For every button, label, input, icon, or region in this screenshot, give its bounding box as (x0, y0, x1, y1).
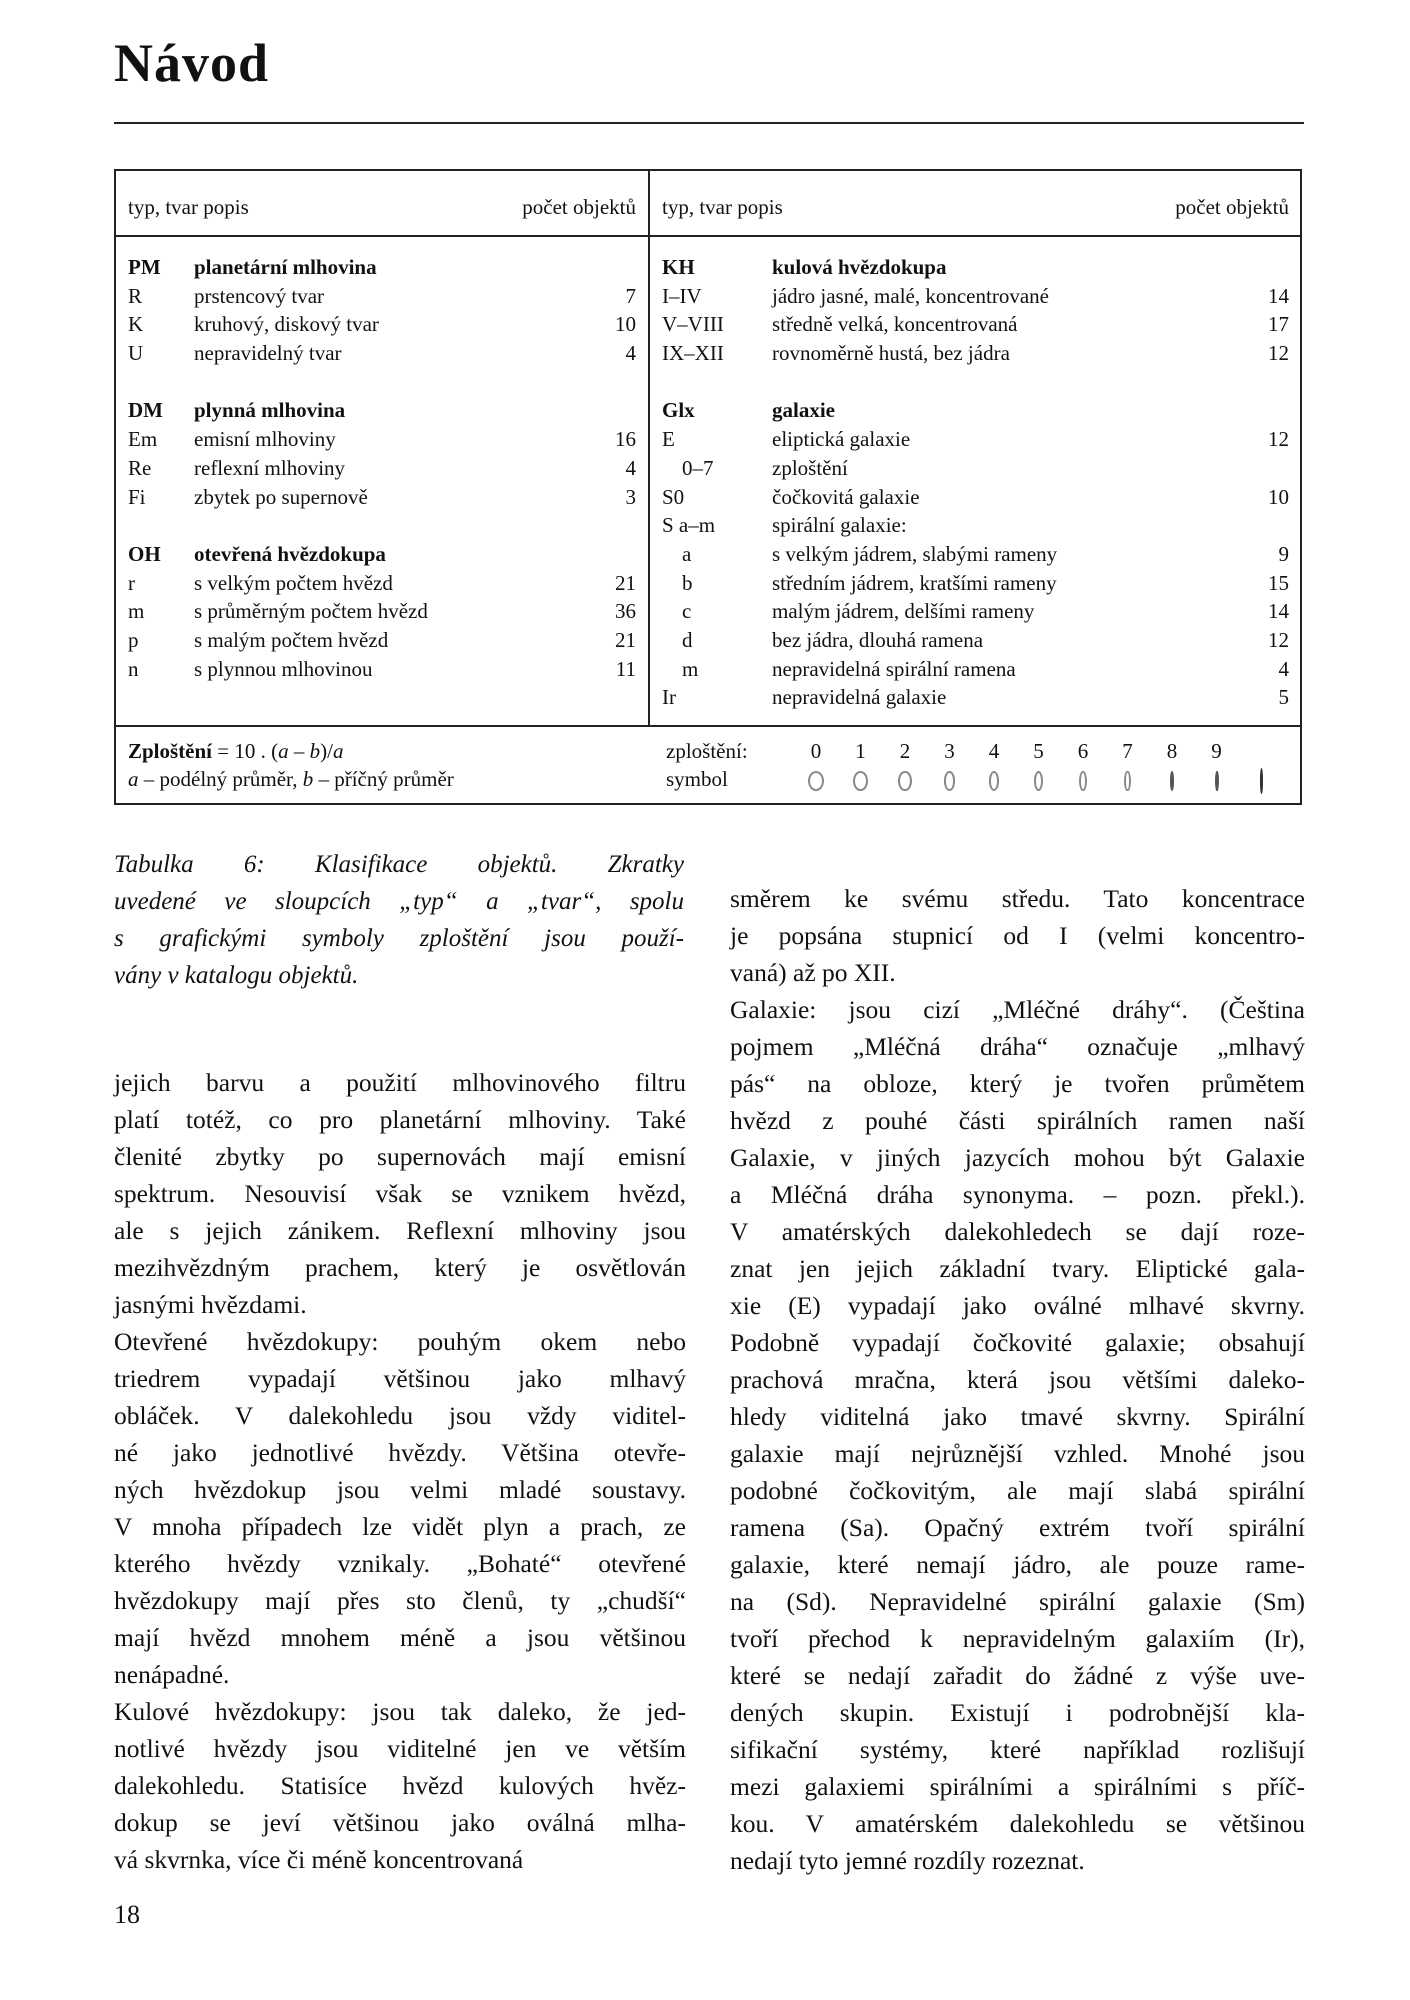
type-description: plynná mlhovina (194, 398, 346, 423)
type-code: E (662, 427, 675, 452)
text-line: nenápadné. (114, 1660, 230, 1689)
object-count: 11 (615, 656, 636, 681)
text-line: kou. V amatérském dalekohledu se většinou (730, 1809, 1305, 1838)
text-line: mezihvězdným prachem, který je osvětlován (114, 1253, 686, 1282)
flattening-value: 8 (1166, 739, 1178, 763)
table-row (662, 339, 1289, 368)
table-row (662, 483, 1289, 512)
flattening-label: zploštění: (666, 739, 748, 763)
ellipse-symbol-icon (1170, 771, 1175, 791)
object-count: 7 (625, 283, 636, 308)
type-description: planetární mlhovina (194, 255, 377, 279)
type-code: OH (128, 541, 161, 566)
type-code: Em (128, 427, 158, 452)
text-line: galaxie, které nemají jádro, ale pouze rame- (730, 1550, 1305, 1579)
type-code: S0 (662, 484, 685, 509)
table-row (128, 454, 636, 483)
object-count: 21 (615, 627, 636, 652)
object-count: 10 (615, 312, 636, 337)
type-code: a (682, 541, 692, 566)
ellipse-symbol-icon (1034, 771, 1043, 791)
object-count: 14 (1268, 599, 1289, 624)
type-description: nepravidelná galaxie (772, 685, 947, 710)
flattening-value: 7 (1122, 739, 1133, 763)
table-row (662, 626, 1289, 655)
ellipse-symbol-icon (944, 771, 956, 791)
object-count: 3 (625, 484, 636, 509)
type-code: KH (662, 255, 695, 279)
table-row (128, 626, 636, 655)
text-line: směrem ke svému středu. Tato koncentrace (730, 884, 1305, 913)
ellipse-symbol-icon (1260, 768, 1263, 794)
type-code: DM (128, 398, 163, 423)
body-column-right (730, 880, 1305, 1879)
type-description: reflexní mlhoviny (194, 455, 346, 480)
text-line: ale s jejich zánikem. Reflexní mlhoviny jsou (114, 1216, 686, 1245)
type-description: nepravidelná spirální ramena (772, 656, 1016, 681)
title-rule (114, 122, 1304, 124)
category-row (128, 253, 636, 282)
type-description: malým jádrem, delšími rameny (772, 599, 1035, 624)
text-line: nedají tyto jemné rozdíly rozeznat. (730, 1846, 1085, 1875)
text-line: podobné čočkovitým, ale mají slabá spirální (730, 1476, 1305, 1505)
table-row (662, 540, 1289, 569)
table-row (128, 425, 636, 454)
type-code: m (128, 599, 145, 624)
flattening-formula (128, 737, 454, 793)
type-code: U (128, 341, 144, 366)
text-line: mezi galaxiemi spirálními a spirálními s příč- (730, 1772, 1305, 1801)
type-description: zploštění (772, 455, 848, 480)
table-row (662, 569, 1289, 598)
type-code: Glx (662, 398, 695, 423)
type-description: galaxie (772, 398, 835, 423)
table-row (128, 597, 636, 626)
table-row (662, 597, 1289, 626)
flattening-value: 1 (855, 739, 866, 763)
object-count: 4 (1278, 656, 1289, 681)
flattening-symbols (806, 765, 1286, 797)
type-description: s plynnou mlhovinou (194, 656, 373, 681)
text-line: jejich barvu a použití mlhovinového filtru (114, 1068, 686, 1097)
text-line: vaná) až po XII. (730, 958, 896, 987)
text-line: notlivé hvězdy jsou viditelné jen ve větším (114, 1734, 686, 1763)
object-count: 4 (625, 455, 636, 480)
type-code: IX–XII (662, 341, 724, 366)
text-line: obláček. V dalekohledu jsou vždy viditel- (114, 1401, 686, 1430)
flattening-value: 5 (1033, 739, 1044, 763)
ellipse-symbol-icon (1124, 771, 1130, 791)
type-code: Re (128, 455, 152, 480)
type-code: Ir (662, 685, 676, 710)
category-row (662, 253, 1289, 282)
table-row (662, 655, 1289, 684)
ellipse-symbol-icon (1215, 771, 1219, 791)
table-row (128, 339, 636, 368)
symbol-label: symbol (666, 767, 728, 791)
category-row (128, 396, 636, 425)
table-row (662, 282, 1289, 311)
type-code: n (128, 656, 139, 681)
text-line: hledy viditelná jako tmavé skvrny. Spirální (730, 1402, 1305, 1431)
text-line: triedrem vypadají většinou jako mlhavý (114, 1364, 686, 1393)
left-header-type: typ, tvar popis (128, 195, 249, 219)
text-line: xie (E) vypadají jako oválné mlhavé skvrny. (730, 1291, 1305, 1320)
type-description: rovnoměrně hustá, bez jádra (772, 341, 1010, 366)
flattening-value: 2 (899, 739, 911, 763)
table-row (128, 483, 636, 512)
type-code: r (128, 570, 135, 595)
type-description: středně velká, koncentrovaná (772, 312, 1018, 337)
type-description: spirální galaxie: (772, 513, 907, 538)
type-code: K (128, 312, 144, 337)
flattening-values (806, 737, 1246, 765)
type-description: s velkým počtem hvězd (194, 570, 393, 595)
page-number: 18 (114, 1900, 140, 1929)
table-row (662, 683, 1289, 712)
table-row (128, 282, 636, 311)
type-description: s velkým jádrem, slabými rameny (772, 541, 1058, 566)
type-code: S a–m (662, 513, 716, 538)
type-code: b (682, 570, 693, 595)
object-count: 17 (1268, 312, 1289, 337)
table-caption (114, 846, 684, 994)
type-description: středním jádrem, kratšími rameny (772, 570, 1057, 595)
right-table-rows (662, 253, 1289, 712)
text-line: na (Sd). Nepravidelné spirální galaxie (Sm) (730, 1587, 1305, 1616)
text-line: které se nedají zařadit do žádné z výše uve- (730, 1661, 1305, 1690)
table-row (128, 655, 636, 684)
type-description: čočkovitá galaxie (772, 484, 920, 509)
table-row (662, 511, 1289, 540)
text-line: dokup se jeví většinou jako oválná mlha- (114, 1808, 686, 1837)
object-count: 15 (1268, 570, 1289, 595)
text-line: jasnými hvězdami. (114, 1290, 307, 1319)
flattening-value: 9 (1211, 739, 1222, 763)
object-count: 10 (1268, 484, 1289, 509)
column-divider (648, 171, 650, 725)
ellipse-symbol-icon (853, 771, 868, 791)
ellipse-symbol-icon (898, 771, 911, 791)
type-code: m (682, 656, 699, 681)
formula-line: Zploštění = 10 . (a – b)/a (128, 739, 344, 763)
object-count: 21 (615, 570, 636, 595)
object-count: 16 (615, 427, 636, 452)
type-description: s průměrným počtem hvězd (194, 599, 428, 624)
type-description: kulová hvězdokupa (772, 255, 947, 279)
text-line: dených skupin. Existují i podrobnější kla- (730, 1698, 1305, 1727)
text-line: hvězd z pouhé části spirálních ramen naší (730, 1106, 1305, 1135)
table-row (662, 425, 1289, 454)
type-description: eliptická galaxie (772, 427, 911, 452)
type-code: c (682, 599, 692, 624)
text-line: kterého hvězdy vznikaly. „Bohaté“ otevřené (114, 1549, 686, 1578)
ellipse-symbol-icon (1079, 771, 1087, 791)
object-count: 36 (615, 599, 636, 624)
text-line: hvězdokupy mají přes sto členů, ty „chudší“ (114, 1586, 686, 1615)
text-line: pojmem „Mléčná dráha“ označuje „mlhavý (730, 1032, 1305, 1061)
text-line: galaxie mají nejrůznější vzhled. Mnohé jsou (730, 1439, 1305, 1468)
object-count: 12 (1268, 627, 1289, 652)
text-line: tvoří přechod k nepravidelným galaxiím (Ir), (730, 1624, 1305, 1653)
ellipse-symbol-icon (989, 771, 999, 791)
type-code: d (682, 627, 693, 652)
body-column-left (114, 1064, 686, 1878)
text-line: ných hvězdokup jsou velmi mladé soustavy. (114, 1475, 686, 1504)
category-row (662, 396, 1289, 425)
flattening-value: 0 (810, 739, 822, 763)
type-code: Fi (128, 484, 146, 509)
text-line: Podobně vypadají čočkovité galaxie; obsahují (730, 1328, 1305, 1357)
text-line: Tabulka 6: Klasifikace objektů. Zkratky (114, 851, 684, 878)
flattening-value: 6 (1077, 739, 1089, 763)
text-line: Kulové hvězdokupy: jsou tak daleko, že jed- (114, 1697, 686, 1726)
classification-table (114, 169, 1302, 805)
category-row (128, 540, 636, 569)
text-line: prachová mračna, která jsou většími daleko- (730, 1365, 1305, 1394)
text-line: Galaxie: jsou cizí „Mléčné dráhy“. (Čeština (730, 995, 1305, 1024)
object-count: 4 (625, 341, 636, 366)
text-line: V amatérských dalekohledech se dají roze- (730, 1217, 1305, 1246)
row-spacer (128, 368, 636, 397)
text-line: vá skvrnka, více či méně koncentrovaná (114, 1845, 524, 1874)
object-count: 12 (1268, 427, 1289, 452)
text-line: platí totéž, co pro planetární mlhoviny. Také (114, 1105, 686, 1134)
type-description: otevřená hvězdokupa (194, 541, 386, 566)
table-row (128, 569, 636, 598)
page-title: Návod (114, 33, 270, 93)
flattening-value: 4 (988, 739, 1000, 763)
type-code: V–VIII (662, 312, 724, 337)
type-description: jádro jasné, malé, koncentrované (772, 283, 1049, 308)
text-line: ramena (Sa). Opačný extrém tvoří spirální (730, 1513, 1305, 1542)
object-count: 5 (1278, 685, 1289, 710)
row-spacer (128, 511, 636, 540)
type-description: kruhový, diskový tvar (194, 312, 379, 337)
object-count: 12 (1268, 341, 1289, 366)
text-line: pás“ na obloze, který je tvořen průmětem (730, 1069, 1305, 1098)
footer-divider (116, 725, 1300, 727)
type-code: PM (128, 255, 161, 279)
right-header-type: typ, tvar popis (662, 195, 783, 219)
type-description: emisní mlhoviny (194, 427, 336, 452)
text-line: spektrum. Nesouvisí však se vznikem hvězd, (114, 1179, 686, 1208)
text-line: Otevřené hvězdokupy: pouhým okem nebo (114, 1327, 686, 1356)
formula-legend: a – podélný průměr, b – příčný průměr (128, 767, 454, 791)
type-code: I–IV (662, 283, 702, 308)
text-line: sifikační systémy, které například rozlišují (730, 1735, 1305, 1764)
text-line: je popsána stupnicí od I (velmi koncentro- (730, 921, 1305, 950)
type-description: nepravidelný tvar (194, 341, 342, 366)
text-line: vány v katalogu objektů. (114, 962, 359, 989)
text-line: uvedené ve sloupcích „typ“ a „tvar“, spolu (114, 888, 684, 915)
header-divider (116, 235, 1300, 237)
left-table-rows (128, 253, 636, 683)
row-spacer (662, 368, 1289, 397)
table-row (128, 310, 636, 339)
flattening-value: 3 (944, 739, 955, 763)
text-line: a Mléčná dráha synonyma. – pozn. překl.). (730, 1180, 1305, 1209)
type-description: s malým počtem hvězd (194, 627, 389, 652)
type-description: bez jádra, dlouhá ramena (772, 627, 984, 652)
text-line: členité zbytky po supernovách mají emisní (114, 1142, 686, 1171)
text-line: znat jen jejich základní tvary. Eliptické gala- (730, 1254, 1305, 1283)
text-line: dalekohledu. Statisíce hvězd kulových hvěz- (114, 1771, 686, 1800)
type-description: zbytek po supernově (194, 484, 368, 509)
text-line: mají hvězd mnohem méně a jsou většinou (114, 1623, 686, 1652)
text-line: V mnoha případech lze vidět plyn a prach, ze (114, 1512, 686, 1541)
ellipse-symbol-icon (808, 771, 824, 791)
left-header-count: počet objektů (522, 195, 636, 219)
object-count: 9 (1278, 541, 1289, 566)
type-code: p (128, 627, 139, 652)
table-row (662, 454, 1289, 483)
type-code: 0–7 (682, 455, 714, 480)
text-line: né jako jednotlivé hvězdy. Většina otevře- (114, 1438, 686, 1467)
table-row (662, 310, 1289, 339)
type-description: prstencový tvar (194, 283, 325, 308)
object-count: 14 (1268, 283, 1289, 308)
text-line: s grafickými symboly zploštění jsou použí- (114, 925, 684, 952)
right-header-count: počet objektů (1175, 195, 1289, 219)
text-line: Galaxie, v jiných jazycích mohou být Galaxie (730, 1143, 1305, 1172)
type-code: R (128, 283, 143, 308)
